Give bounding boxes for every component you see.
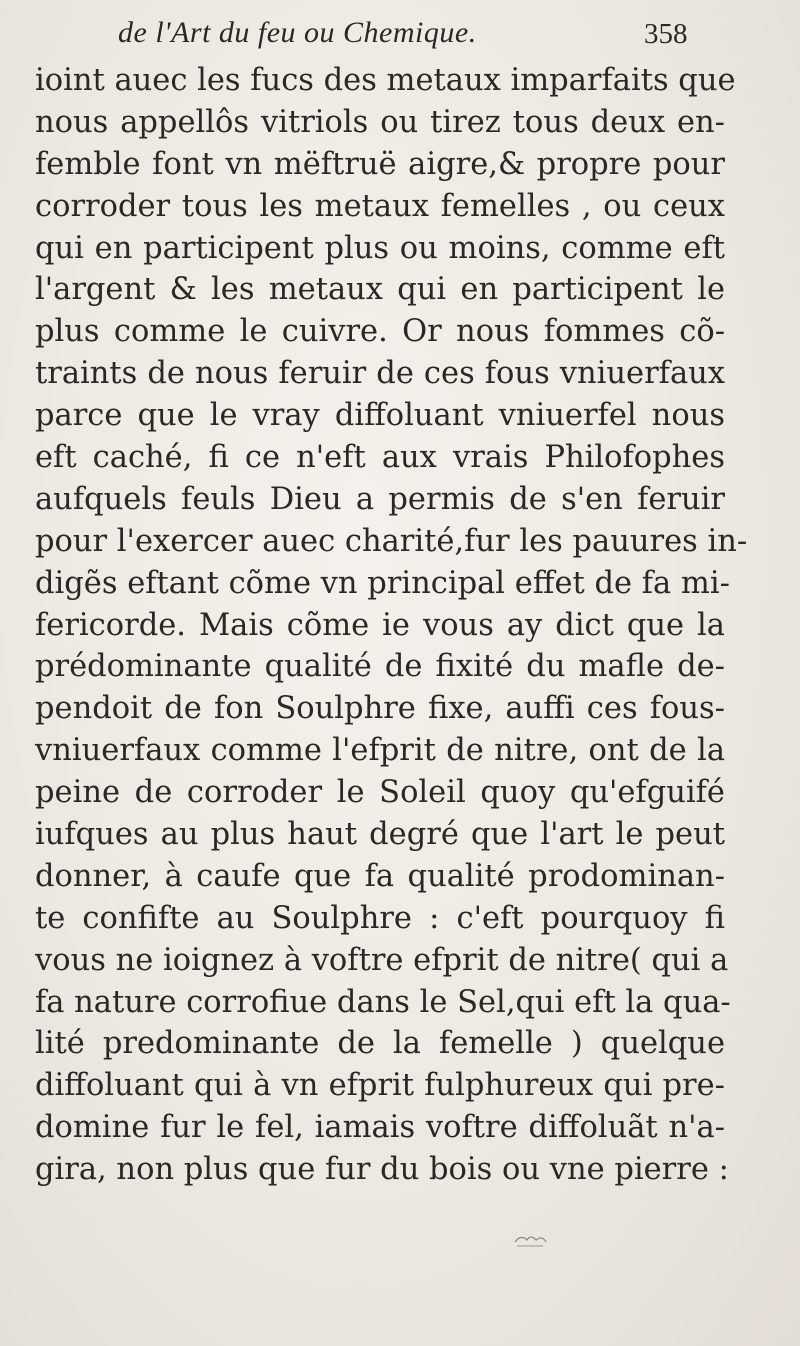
page-number: 358 [644, 18, 688, 50]
body-text [35, 60, 748, 1191]
text-line: traints de nous feruir de ces fous vniuerfaux [35, 356, 725, 392]
text-line: parce que le vray diffoluant vniuerfel nous [35, 398, 725, 434]
text-line: vniuerfaux comme l'efprit de nitre, ont de la [35, 733, 725, 769]
text-line: diffoluant qui à vn efprit fulphureux qui pre- [35, 1068, 725, 1104]
text-line: prédominante qualité de fixité du mafle de- [35, 649, 725, 685]
ink-smudge [505, 1228, 555, 1252]
text-line: qui en participent plus ou moins, comme eft [35, 230, 725, 266]
text-line: donner, à caufe que fa qualité prodominan- [35, 858, 725, 894]
text-line: gira, non plus que fur du bois ou vne pierre : [35, 1152, 729, 1188]
running-head [0, 14, 800, 54]
text-line: lité predominante de la femelle ) quelque [35, 1026, 725, 1062]
running-title: de l'Art du feu ou Chemique. [118, 16, 477, 49]
text-line: domine fur le fel, iamais voftre diffoluãt n'a- [35, 1110, 725, 1146]
text-line: vous ne ioignez à voftre efprit de nitre( qui a [35, 942, 729, 978]
text-line: eft caché, fi ce n'eft aux vrais Philofophes [35, 440, 725, 476]
text-line: fericorde. Mais cõme ie vous ay dict que la [35, 607, 725, 643]
text-line: iufques au plus haut degré que l'art le peut [35, 817, 725, 853]
text-line: digẽs eftant cõme vn principal effet de fa mi- [35, 565, 730, 601]
text-line: pendoit de fon Soulphre fixe, auffi ces fous- [35, 691, 725, 727]
text-line: peine de corroder le Soleil quoy qu'efguifé [35, 775, 725, 811]
text-line: nous appellôs vitriols ou tirez tous deux en- [35, 104, 725, 140]
text-line: aufquels feuls Dieu a permis de s'en feruir [35, 481, 725, 517]
text-line: pour l'exercer auec charité,fur les pauures in- [35, 523, 748, 559]
text-line: plus comme le cuivre. Or nous fommes cõ- [35, 314, 725, 350]
text-line: te confifte au Soulphre : c'eft pourquoy fi [35, 900, 725, 936]
text-line: ioint auec les fucs des metaux imparfaits que [35, 63, 736, 98]
text-line: l'argent & les metaux qui en participent le [35, 272, 725, 308]
text-line: corroder tous les metaux femelles , ou ceux [35, 188, 725, 224]
text-line: femble font vn mëftruë aigre,& propre pour [35, 146, 725, 182]
text-line: fa nature corrofiue dans le Sel,qui eft la qua- [35, 984, 731, 1020]
